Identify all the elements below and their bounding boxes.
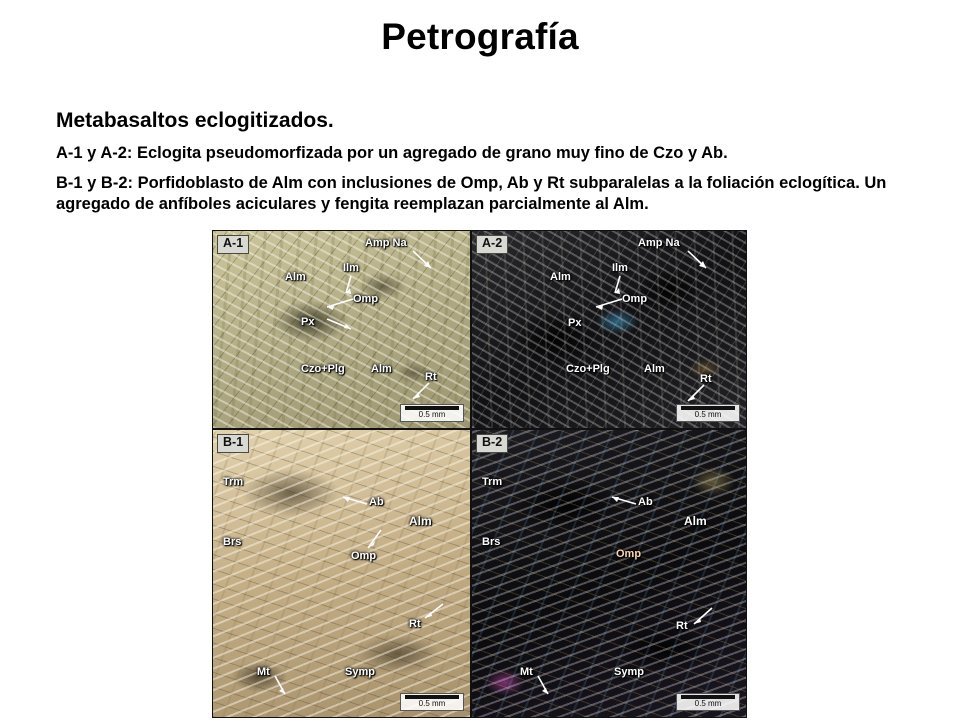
annotation-amp-na-a1: Amp Na xyxy=(365,237,407,249)
scale-bar-b2 xyxy=(676,693,740,711)
scale-bar-text-b2: 0.5 mm xyxy=(694,699,722,708)
annotation-rt-b2: Rt xyxy=(676,620,688,632)
arrow-ab-b2 xyxy=(606,492,638,512)
annotation-omp-b2: Omp xyxy=(616,548,642,560)
arrow-rt-a1 xyxy=(409,381,433,405)
scale-bar-a1 xyxy=(400,404,464,422)
annotation-trm-b2: Trm xyxy=(482,476,503,488)
annotation-mt-b1: Mt xyxy=(257,666,270,678)
annotation-omp-b1: Omp xyxy=(351,550,377,562)
annotation-symp-b1: Symp xyxy=(345,666,375,678)
annotation-czo-plg-a2: Czo+Plg xyxy=(566,363,610,375)
annotation-alm-a2: Alm xyxy=(550,271,571,283)
arrow-omp-a2 xyxy=(590,293,624,313)
panel-b2 xyxy=(471,429,747,718)
panel-a2 xyxy=(471,230,747,429)
annotation-brs-b1: Brs xyxy=(223,536,242,548)
arrow-px-a1 xyxy=(325,315,355,335)
text-block xyxy=(56,108,904,224)
arrow-amp-na-a2 xyxy=(686,249,712,275)
annotation-omp-a2: Omp xyxy=(622,293,648,305)
arrow-rt-b2 xyxy=(688,606,716,632)
annotation-alm-b1: Alm xyxy=(409,514,432,528)
panel-label-b2: B-2 xyxy=(476,434,508,453)
paragraph-b: B-1 y B-2: Porfidoblasto de Alm con inclusiones de Omp, Ab y Rt subparalelas a la foliación eclogítica. Un agregado de anfíboles aciculares y fengita reemplazan parcialmente al Alm. xyxy=(56,174,887,214)
annotation-amp-na-a2: Amp Na xyxy=(638,237,680,249)
annotation-px-a1: Px xyxy=(301,316,315,328)
arrow-mt-b2 xyxy=(534,674,556,700)
arrow-rt-b1 xyxy=(419,602,447,626)
annotation-trm-b1: Trm xyxy=(223,476,244,488)
panel-a1 xyxy=(212,230,471,429)
annotation-ilm-a1: Ilm xyxy=(343,262,359,274)
annotation-rt-b1: Rt xyxy=(409,618,421,630)
panel-b1 xyxy=(212,429,471,718)
panel-label-a1: A-1 xyxy=(217,235,249,254)
annotation-symp-b2: Symp xyxy=(614,666,644,678)
paragraph-a: A-1 y A-2: Eclogita pseudomorfizada por un agregado de grano muy fino de Czo y Ab. xyxy=(56,144,728,163)
scale-bar-text-a1: 0.5 mm xyxy=(418,410,446,419)
annotation-rt-a1: Rt xyxy=(425,371,437,383)
annotation-px-a2: Px xyxy=(568,317,582,329)
photomicrograph-figure xyxy=(212,230,747,718)
annotation-ab-b2: Ab xyxy=(638,496,653,508)
panel-label-a2: A-2 xyxy=(476,235,508,254)
annotation-omp-a1: Omp xyxy=(353,293,379,305)
annotation-alm-a1: Alm xyxy=(285,271,306,283)
annotation-brs-b2: Brs xyxy=(482,536,501,548)
arrow-ab-b1 xyxy=(337,492,369,512)
scale-bar-b1 xyxy=(400,693,464,711)
annotation-alm2-a2: Alm xyxy=(644,363,665,375)
scale-bar-a2 xyxy=(676,404,740,422)
annotation-alm-b2: Alm xyxy=(684,514,707,528)
panel-label-b1: B-1 xyxy=(217,434,249,453)
arrow-mt-b1 xyxy=(271,674,293,700)
annotation-czo-plg-a1: Czo+Plg xyxy=(301,363,345,375)
annotation-alm2-a1: Alm xyxy=(371,363,392,375)
arrow-omp-a1 xyxy=(321,293,355,313)
arrow-amp-na-a1 xyxy=(411,249,437,275)
annotation-ilm-a2: Ilm xyxy=(612,262,628,274)
scale-bar-text-a2: 0.5 mm xyxy=(694,410,722,419)
scale-bar-text-b1: 0.5 mm xyxy=(418,699,446,708)
annotation-mt-b2: Mt xyxy=(520,666,533,678)
page-title: Petrografía xyxy=(381,16,579,57)
annotation-ab-b1: Ab xyxy=(369,496,384,508)
annotation-rt-a2: Rt xyxy=(700,373,712,385)
lead-heading: Metabasaltos eclogitizados. xyxy=(56,109,334,132)
